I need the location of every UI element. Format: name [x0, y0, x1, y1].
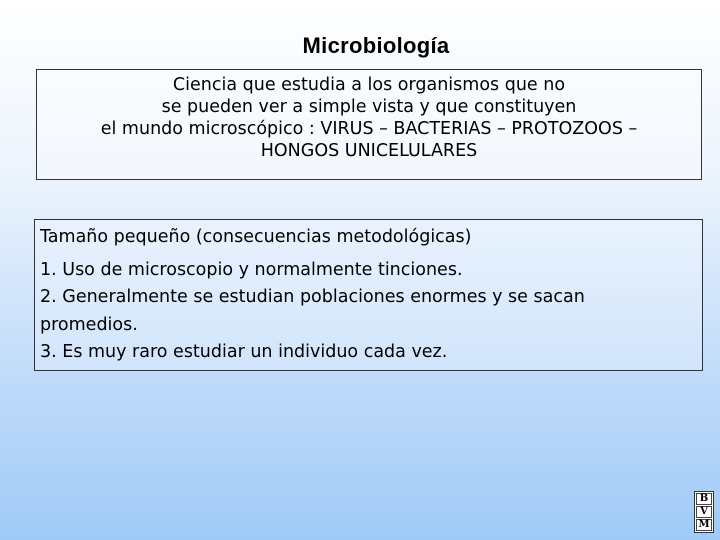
definition-box [36, 69, 702, 180]
size-box-heading: Tamaño pequeño (consecuencias metodológicas) [40, 227, 472, 247]
definition-line: HONGOS UNICELULARES [260, 141, 478, 161]
logo-letter: B [696, 493, 712, 505]
list-item: 2. Generalmente se estudian poblaciones enormes y se sacan [40, 287, 585, 307]
list-item: 1. Uso de microscopio y normalmente tinciones. [40, 259, 463, 280]
size-consequences-box [34, 219, 703, 371]
logo-letter: M [696, 519, 712, 531]
logo-letter: V [696, 506, 712, 518]
list-item: promedios. [40, 314, 138, 335]
list-item: 3. Es muy raro estudiar un individuo cada vez. [40, 342, 448, 362]
slide-title: Microbiología [302, 33, 450, 58]
bvm-logo [694, 491, 714, 533]
definition-line: se pueden ver a simple vista y que constituyen [161, 97, 577, 117]
definition-line: Ciencia que estudia a los organismos que no [172, 75, 566, 95]
definition-line: el mundo microscópico : VIRUS – BACTERIAS – PROTOZOOS – [100, 119, 638, 139]
